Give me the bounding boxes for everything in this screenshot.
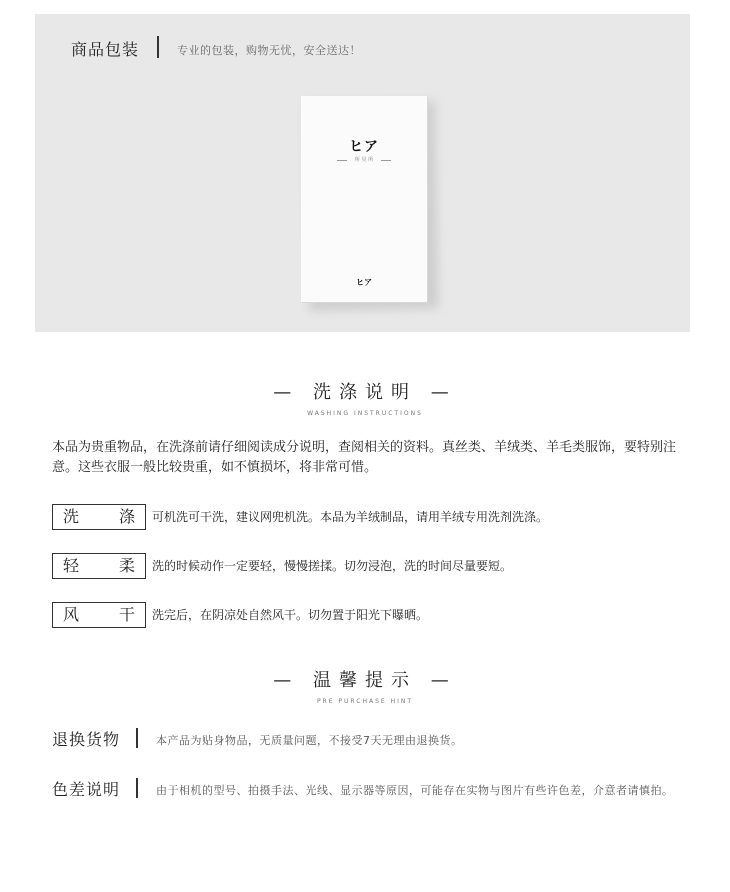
hint-divider	[136, 778, 138, 798]
title-divider	[157, 36, 159, 58]
washing-header	[0, 378, 730, 417]
washing-label-char: 干	[118, 605, 135, 624]
washing-title: — 洗涤说明 —	[273, 382, 457, 403]
product-box-image	[301, 96, 427, 302]
hint-text: 本产品为贴身物品，无质量问题，不接受7天无理由退换货。	[156, 734, 463, 747]
packaging-subtitle: 专业的包装，购物无忧，安全送达！	[177, 44, 361, 57]
packaging-panel	[35, 14, 690, 332]
box-logo-sub-text: 所 見 所	[354, 157, 374, 163]
hints-title: — 温馨提示 —	[273, 670, 457, 691]
washing-label-char: 洗	[63, 507, 80, 526]
washing-label-box	[52, 504, 146, 530]
washing-subtitle: WASHING INSTRUCTIONS	[307, 410, 423, 417]
box-logo-subtitle	[337, 156, 391, 164]
washing-label-char: 轻	[63, 556, 80, 575]
hint-label: 色差说明	[52, 780, 121, 799]
washing-item-text: 可机洗可干洗，建议网兜机洗。本品为羊绒制品，请用羊绒专用洗剂洗涤。	[152, 510, 549, 524]
hint-divider	[136, 728, 138, 748]
washing-intro: 本品为贵重物品，在洗涤前请仔细阅读成分说明，查阅相关的资料。真丝类、羊绒类、羊毛类服饰，要特别注意。这些衣服一般比较贵重，如不慎损坏，将非常可惜。	[52, 440, 677, 475]
box-logo-line-right	[381, 160, 391, 161]
washing-item-text: 洗的时候动作一定要轻，慢慢搓揉。切勿浸泡，洗的时间尽量要短。	[152, 559, 513, 573]
washing-label-box	[52, 553, 146, 579]
hints-subtitle: PRE PURCHASE HINT	[316, 698, 414, 705]
box-logo-small: ヒア	[356, 278, 372, 287]
washing-label-char: 风	[63, 605, 80, 624]
washing-label-char: 涤	[118, 507, 135, 526]
box-logo: ヒア	[349, 139, 379, 155]
washing-label-char: 柔	[118, 556, 135, 575]
hint-text: 由于相机的型号、拍摄手法、光线、显示器等原因，可能存在实物与图片有些许色差，介意者请慎拍。	[156, 784, 674, 797]
hint-label: 退换货物	[52, 730, 121, 749]
washing-item-text: 洗完后，在阴凉处自然风干。切勿置于阳光下曝晒。	[152, 608, 429, 622]
washing-label-box	[52, 602, 146, 628]
hints-header	[0, 666, 730, 705]
packaging-title: 商品包装	[71, 40, 140, 59]
